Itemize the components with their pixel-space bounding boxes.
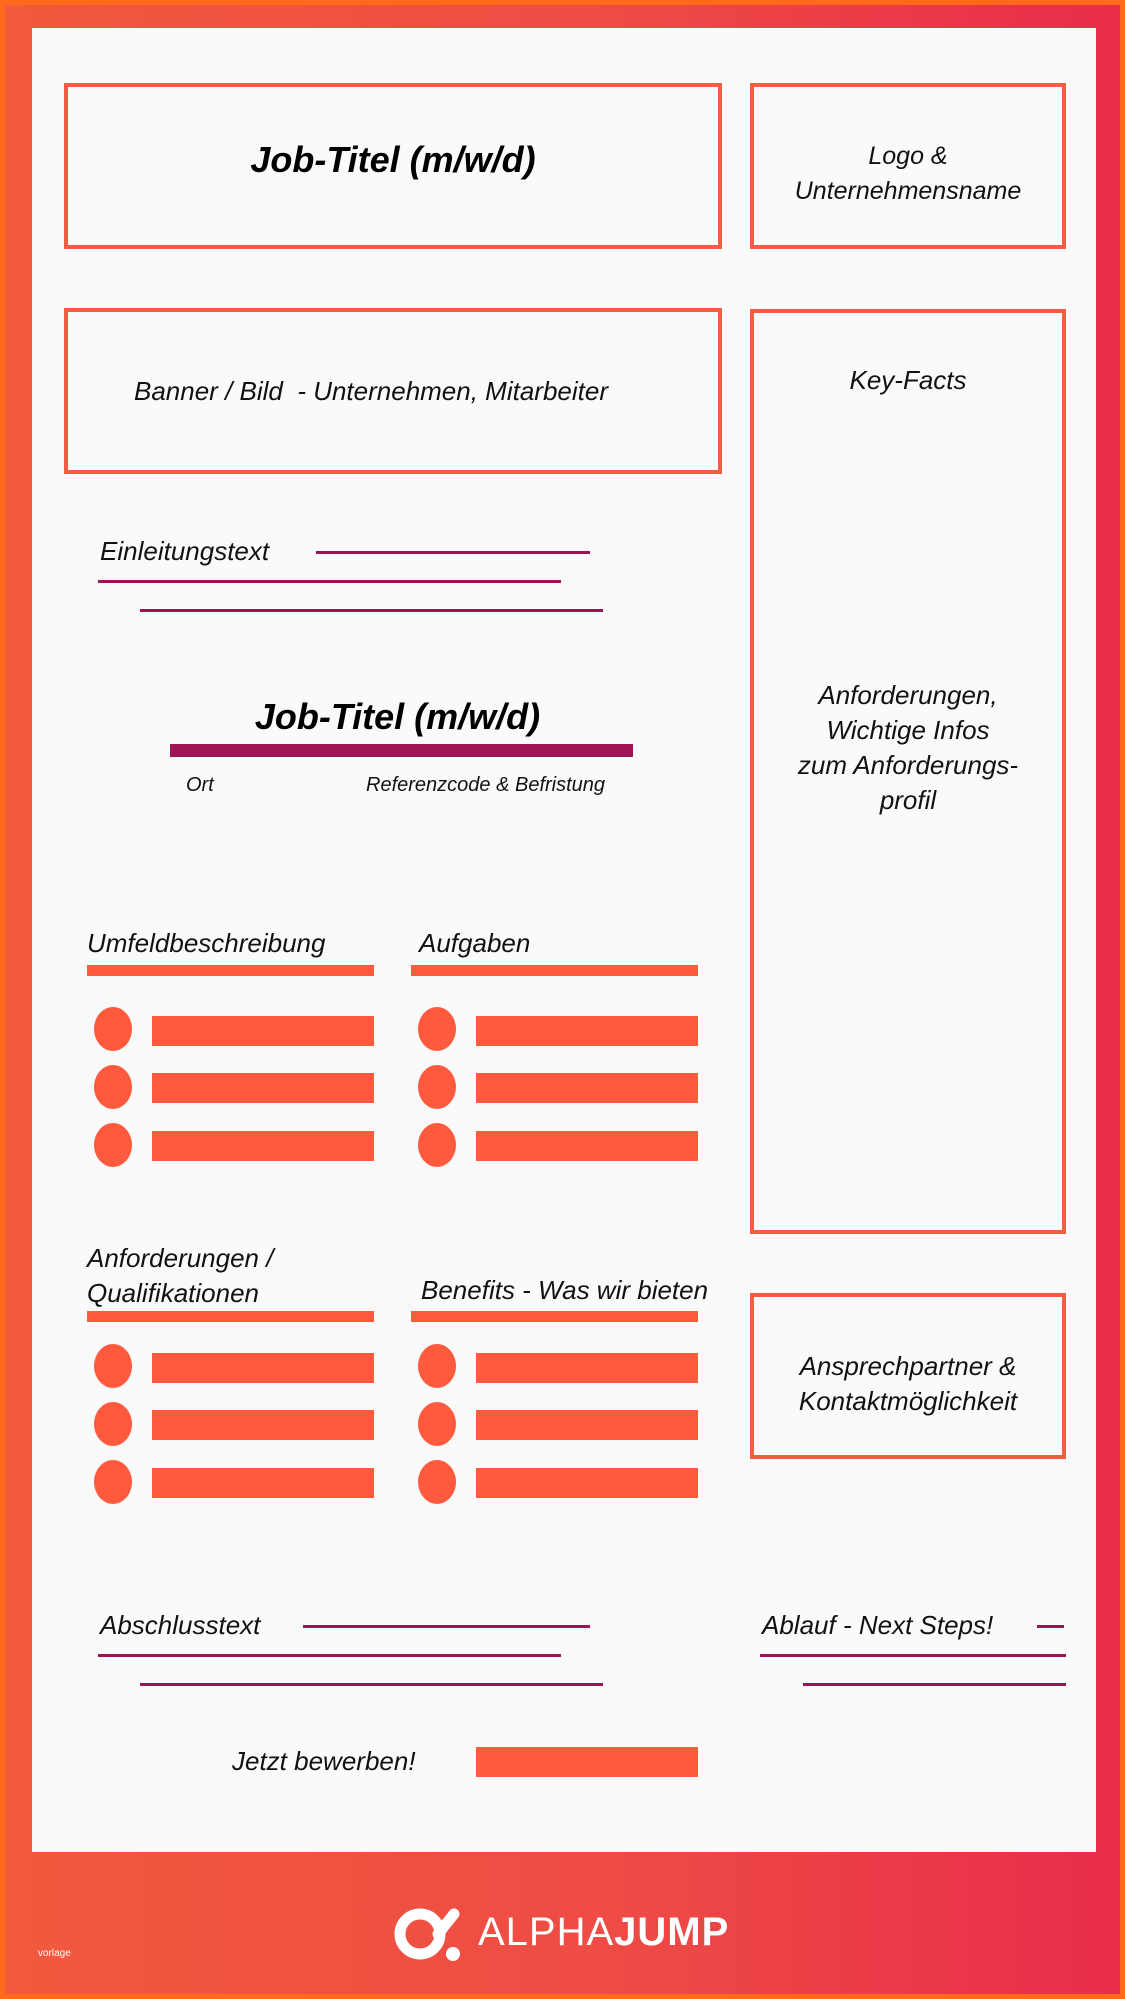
next-steps-line-3 xyxy=(803,1683,1066,1686)
environment-underline xyxy=(87,965,374,976)
environment-bullet-bar-2 xyxy=(152,1073,374,1103)
vorlage-small-text: vorlage xyxy=(38,1948,71,1959)
requirements-bullet-dot-2 xyxy=(94,1402,132,1446)
next-steps-line-1 xyxy=(1037,1625,1064,1628)
benefits-bullet-dot-2 xyxy=(418,1402,456,1446)
tasks-bullet-dot-1 xyxy=(418,1007,456,1051)
contact-label: Ansprechpartner & Kontaktmöglichkeit xyxy=(798,1351,1018,1416)
requirements-bullet-dot-1 xyxy=(94,1344,132,1388)
benefits-heading: Benefits - Was wir bieten xyxy=(421,1275,709,1305)
environment-bullet-bar-3 xyxy=(152,1131,374,1161)
tasks-bullet-bar-1 xyxy=(476,1016,698,1046)
requirements-underline xyxy=(87,1311,374,1322)
job-block-underline xyxy=(170,744,633,757)
alphajump-logo-icon xyxy=(394,1904,466,1964)
intro-line-2 xyxy=(98,580,561,583)
environment-bullet-dot-2 xyxy=(94,1065,132,1109)
job-title-heading: Job-Titel (m/w/d) xyxy=(250,139,536,180)
environment-bullet-dot-1 xyxy=(94,1007,132,1051)
brand-bold: JUMP xyxy=(614,1910,730,1954)
tasks-bullet-bar-2 xyxy=(476,1073,698,1103)
tasks-underline xyxy=(411,965,698,976)
requirements-heading: Anforderungen / Qualifikationen xyxy=(87,1243,274,1308)
tasks-bullet-dot-3 xyxy=(418,1123,456,1167)
apply-label: Jetzt bewerben! xyxy=(232,1746,416,1776)
next-steps-label: Ablauf - Next Steps! xyxy=(762,1610,994,1640)
tasks-bullet-dot-2 xyxy=(418,1065,456,1109)
tasks-heading: Aufgaben xyxy=(419,928,531,958)
job-reference: Referenzcode & Befristung xyxy=(366,774,606,796)
job-block-title: Job-Titel (m/w/d) xyxy=(254,696,541,737)
banner-box xyxy=(64,308,722,474)
template-sheet xyxy=(32,28,1096,1852)
requirements-bullet-bar-3 xyxy=(152,1468,374,1498)
environment-heading: Umfeldbeschreibung xyxy=(87,928,326,958)
closing-line-1 xyxy=(303,1625,590,1628)
environment-bullet-bar-1 xyxy=(152,1016,374,1046)
key-facts-box xyxy=(750,309,1066,1234)
intro-line-1 xyxy=(316,551,590,554)
key-facts-body: Anforderungen, Wichtige Infos zum Anforderungs- profil xyxy=(797,680,1019,815)
logo-label: Logo & Unternehmensname xyxy=(794,142,1022,205)
benefits-bullet-bar-2 xyxy=(476,1410,698,1440)
benefits-bullet-bar-1 xyxy=(476,1353,698,1383)
tasks-bullet-bar-3 xyxy=(476,1131,698,1161)
benefits-bullet-bar-3 xyxy=(476,1468,698,1498)
benefits-bullet-dot-3 xyxy=(418,1460,456,1504)
requirements-bullet-dot-3 xyxy=(94,1460,132,1504)
apply-button[interactable] xyxy=(476,1747,698,1777)
benefits-underline xyxy=(411,1311,698,1322)
environment-bullet-dot-3 xyxy=(94,1123,132,1167)
logo-box xyxy=(750,83,1066,249)
contact-box xyxy=(750,1293,1066,1459)
brand-wordmark xyxy=(478,1910,729,1955)
key-facts-title: Key-Facts xyxy=(849,365,967,395)
benefits-bullet-dot-1 xyxy=(418,1344,456,1388)
next-steps-line-2 xyxy=(760,1654,1066,1657)
job-title-box xyxy=(64,83,722,249)
banner-label: Banner / Bild - Unternehmen, Mitarbeiter xyxy=(134,376,608,406)
closing-label: Abschlusstext xyxy=(100,1610,261,1640)
job-location: Ort xyxy=(186,774,214,796)
intro-line-3 xyxy=(140,609,603,612)
closing-line-3 xyxy=(140,1683,603,1686)
intro-label: Einleitungstext xyxy=(100,536,270,566)
requirements-bullet-bar-2 xyxy=(152,1410,374,1440)
requirements-bullet-bar-1 xyxy=(152,1353,374,1383)
closing-line-2 xyxy=(98,1654,561,1657)
brand-light: ALPHA xyxy=(478,1910,615,1954)
